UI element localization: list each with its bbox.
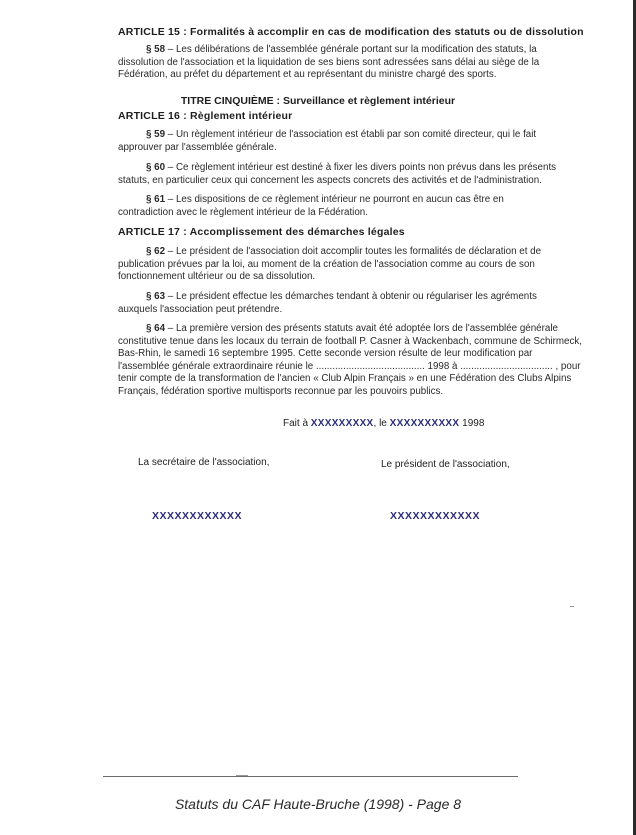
titre-cinquieme-heading: TITRE CINQUIÈME : Surveillance et règlement intérieur <box>180 95 456 107</box>
president-label: Le président de l'association, <box>381 459 510 470</box>
paragraph-62-number: § 62 <box>146 246 166 257</box>
paragraph-61-number: § 61 <box>146 194 166 205</box>
paragraph-58 <box>118 44 574 82</box>
paragraph-59-number: § 59 <box>146 129 166 140</box>
secretary-label: La secrétaire de l'association, <box>138 457 270 468</box>
paragraph-64-text: – La première version des présents statuts avait été adoptée lors de l'assemblée générale constitutive tenue dans les locaux du terrain de football P. Casner à Wackenbach, commune de Schirmeck, Bas-Rhin, le samedi 16 septembre 1995. Cette seconde version résulte de leur modification par l'assemblée générale extraordinaire réunie le ........................................ 1998 à .................................. , pour tenir compte de la transformation de l'ancien « Club Alpin Français » en une Fédération des Clubs Alpins Français, fédération sportive multisports reconnue par les pouvoirs publics. <box>118 323 582 397</box>
paragraph-62 <box>118 246 576 284</box>
paragraph-64 <box>118 323 586 399</box>
article-17-heading: ARTICLE 17 : Accomplissement des démarches légales <box>118 226 405 238</box>
paragraph-61 <box>118 194 548 219</box>
fait-year: 1998 <box>459 418 485 429</box>
fait-mid: , le <box>373 418 390 429</box>
fait-prefix: Fait à <box>283 418 311 429</box>
paragraph-60-text: – Ce règlement intérieur est destiné à fixer les divers points non prévus dans les présents statuts, en particulier ceux qui concernent les aspects concrets des activités et de l'administration. <box>118 162 557 186</box>
page-footer: Statuts du CAF Haute-Bruche (1998) - Page 8 <box>174 796 462 812</box>
footer-rule <box>103 776 518 777</box>
fait-place: XXXXXXXXX <box>310 418 374 429</box>
fait-date: XXXXXXXXXX <box>389 418 460 429</box>
paragraph-60 <box>118 162 580 187</box>
fait-a-line <box>283 418 484 429</box>
paragraph-60-number: § 60 <box>146 162 166 173</box>
paragraph-59-text: – Un règlement intérieur de l'association est établi par son comité directeur, qui le fait approuver par l'assemblée générale. <box>118 129 537 153</box>
president-name: XXXXXXXXXXXX <box>390 510 481 522</box>
paragraph-63-text: – Le président effectue les démarches tendant à obtenir ou régulariser les agréments auxquels l'association peut prétendre. <box>118 291 537 315</box>
paragraph-63 <box>118 291 573 316</box>
paragraph-64-number: § 64 <box>146 323 166 334</box>
secretary-name: XXXXXXXXXXXX <box>152 510 243 522</box>
article-16-heading: ARTICLE 16 : Règlement intérieur <box>118 110 293 122</box>
paragraph-61-text: – Les dispositions de ce règlement intérieur ne pourront en aucun cas être en contradiction avec le règlement intérieur de la Fédération. <box>118 194 504 218</box>
paragraph-63-number: § 63 <box>146 291 166 302</box>
article-15-heading: ARTICLE 15 : Formalités à accomplir en cas de modification des statuts ou de dissolution <box>118 26 584 38</box>
paragraph-58-number: § 58 <box>146 44 166 55</box>
paragraph-62-text: – Le président de l'association doit accomplir toutes les formalités de déclaration et de publication prévues par la loi, au moment de la création de l'association comme au cours de son fonctionnement ultérieur ou de sa dissolution. <box>118 246 542 283</box>
scan-speck <box>570 606 574 607</box>
paragraph-59 <box>118 129 574 154</box>
paragraph-58-text: – Les délibérations de l'assemblée générale portant sur la modification des statuts, la dissolution de l'association et la liquidation de ses biens sont adressées sans délai au siège de la Fédération, au préfet du département et au représentant du ministre chargé des sports. <box>118 44 540 81</box>
